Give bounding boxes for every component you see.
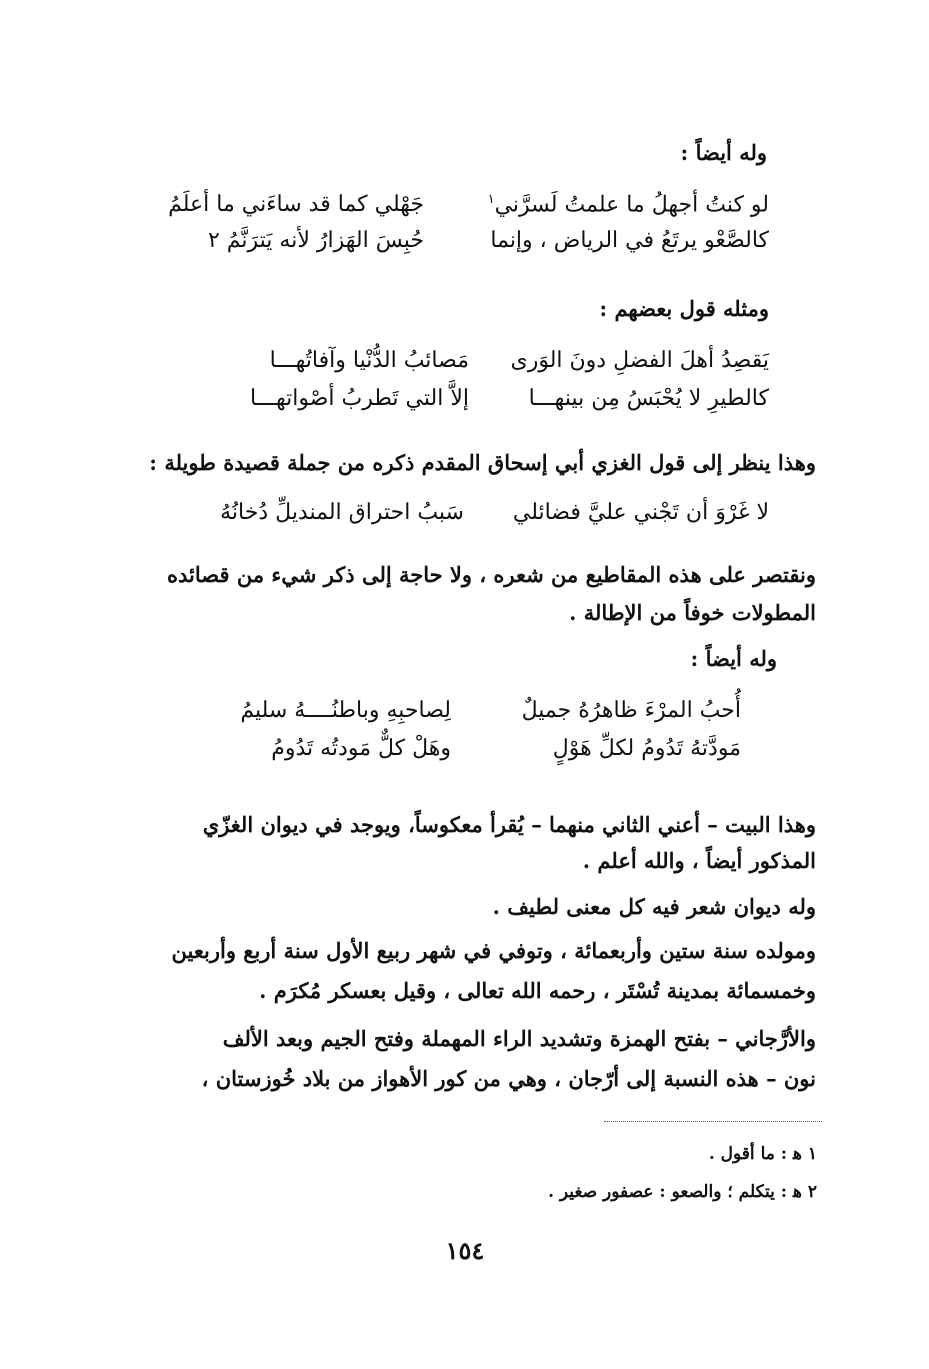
verse-line	[109, 348, 769, 380]
verse-line	[181, 698, 741, 730]
paragraph-line: المذكور أيضاً ، والله أعلم .	[582, 848, 816, 873]
page-number: ١٥٤	[445, 1236, 485, 1265]
second-hemistich: مَصائبُ الدُّنْيا وآفاتُهـــا	[269, 348, 469, 373]
second-hemistich: سَببُ احتراق المنديلِّ دُخانُهُ	[220, 500, 464, 525]
first-hemistich: كالصَّعْو يرتَعُ في الرياض ، وإنما	[490, 228, 769, 253]
paragraph-line: وخمسمائة بمدينة تُسْتَر ، رحمه الله تعالى ، وقيل بعسكر مُكرَم .	[259, 978, 816, 1003]
section-heading: وله أيضاً :	[680, 140, 767, 165]
verse-line	[109, 500, 769, 532]
footnote: ٢ ﻫ : يتكلم ؛ والصعو : عصفور صغير .	[548, 1182, 817, 1202]
paragraph-line: ونقتصر على هذه المقاطيع من شعره ، ولا حاجة إلى ذكر شيء من قصائده	[167, 562, 816, 587]
second-hemistich: حُبِسَ الهَزارُ لأنه يَترَنَّمُ ٢	[207, 228, 424, 253]
poem-stanza	[109, 192, 769, 262]
paragraph-line: نون – هذه النسبة إلى أرّجان ، وهي من كور الأهواز من بلاد خُوزستان ،	[201, 1066, 816, 1091]
paragraph: وله ديوان شعر فيه كل معنى لطيف .	[492, 894, 816, 919]
poem-stanza	[109, 500, 769, 534]
second-hemistich: جَهْلي كما قد ساءَني ما أعلَمُ	[168, 192, 424, 217]
verse-line	[181, 736, 741, 768]
paragraph-line: والأرَّجاني – بفتح الهمزة وتشديد الراء المهملة وفتح الجيم وبعد الألف	[222, 1026, 816, 1051]
second-hemistich: لِصاحبِهِ وباطنُــــهُ سليمُ	[240, 698, 451, 723]
first-hemistich: كالطيرِ لا يُحْبَسُ مِن بينهـــا	[528, 386, 769, 411]
section-heading: ومثله قول بعضهم :	[599, 296, 769, 321]
first-hemistich: لا غَرْوَ أن تَجْني عليَّ فضائلي	[512, 500, 769, 525]
second-hemistich: إلاَّ التي تَطربُ أصْواتهـــا	[249, 386, 469, 411]
paragraph: وهذا ينظر إلى قول الغزي أبي إسحاق المقدم ذكره من جملة قصيدة طويلة :	[149, 450, 816, 475]
first-hemistich: لو كنتُ أجهلُ ما علمتُ لَسرَّني$^١$	[487, 192, 769, 218]
first-hemistich: أُحبُ المرْءَ ظاهرُهُ جميلٌ	[521, 698, 741, 723]
footnote: ١ ﻫ : ما أقول .	[708, 1144, 817, 1164]
verse-line	[109, 228, 769, 260]
section-heading: وله أيضاً :	[690, 646, 777, 671]
first-hemistich: يَقصِدُ أهلَ الفضلِ دونَ الوَرى	[510, 348, 769, 373]
footnote-marker: ١	[487, 192, 495, 207]
paragraph-line: المطولات خوفاً من الإطالة .	[569, 600, 816, 625]
first-hemistich: مَودَّتهُ تَدُومُ لكلِّ هَوْلٍ	[552, 736, 741, 761]
footnote-divider	[604, 1121, 822, 1122]
paragraph-line: وهذا البيت – أعني الثاني منهما – يُقرأ معكوساً، ويوجد في ديوان الغزّي	[202, 812, 816, 837]
poem-stanza	[109, 348, 769, 418]
second-hemistich: وهَلْ كلٌّ مَودتُه تَدُومُ	[271, 736, 451, 761]
verse-line	[109, 386, 769, 418]
poem-stanza	[181, 698, 741, 768]
verse-line	[109, 192, 769, 224]
paragraph-line: ومولده سنة ستين وأربعمائة ، وتوفي في شهر ربيع الأول سنة أربع وأربعين	[171, 938, 816, 963]
